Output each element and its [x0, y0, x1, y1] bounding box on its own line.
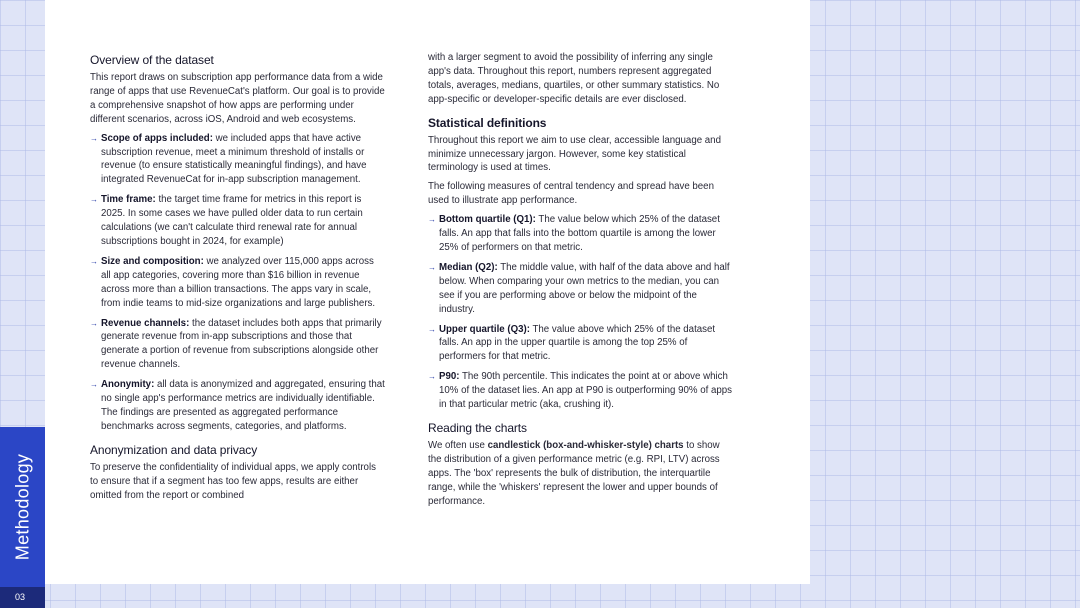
- stats-definition-list: [428, 213, 733, 412]
- arrow-icon: →: [90, 195, 98, 205]
- dataset-bullet-list: [90, 132, 385, 434]
- bullet-revenue-channels: → Revenue channels: the dataset includes both apps that primarily generate revenue from in-app subscriptions and those that generate a portion of revenue from subscriptions alongside other revenue channels.: [90, 317, 382, 371]
- privacy-continuation: with a larger segment to avoid the possibility of inferring any single app's data. Throughout this report, numbers represent aggregated totals, averages, medians, quartiles, or other summary statistics. No app-specific or developer-specific details are ever disclosed.: [428, 52, 720, 105]
- right-column: [428, 51, 733, 513]
- arrow-icon: →: [90, 133, 98, 143]
- bullet-size: → Size and composition: we analyzed over 115,000 apps across all app categories, covering more than $16 billion in revenue across more than a billion transactions. The apps vary in scale, from indie teams to mid-size organizations and large publishers.: [90, 255, 376, 309]
- def-median: → Median (Q2): The middle value, with half of the data above and half below. When comparing your own metrics to the median, you can see if you are performing above or below the midpoint of the industry.: [428, 261, 730, 315]
- def-bottom-quartile: → Bottom quartile (Q1): The value below which 25% of the dataset falls. An app that falls into the bottom quartile is among the lower 25% of performers on that metric.: [428, 214, 720, 253]
- def-p90: → P90: The 90th percentile. This indicates the point at or above which 10% of the dataset lies. An app at P90 is outperforming 90% of apps in that particular metric (aka, crushing it).: [428, 371, 732, 411]
- page-number-box: [0, 587, 45, 608]
- stats-intro-1: Throughout this report we aim to use clear, accessible language and minimize unnecessary jargon. However, some key statistical terminology is used at times.: [428, 134, 721, 174]
- section-label: Methodology: [12, 453, 32, 561]
- page-number: 03: [15, 592, 26, 602]
- bullet-scope: → Scope of apps included: we included apps that have active subscription revenue, meet a minimum threshold of installs or revenue (to ensure statistically meaningful findings), and have integrated RevenueCat for in-app subscription management.: [90, 132, 367, 186]
- def-upper-quartile: → Upper quartile (Q3): The value above which 25% of the dataset falls. An app in the upper quartile is among the top 25% of performers for that metric.: [428, 323, 716, 363]
- left-column: [90, 53, 385, 507]
- stats-intro-2: The following measures of central tendency and spread have been used to illustrate app performance.: [428, 181, 714, 207]
- stats-heading: Statistical definitions: [428, 115, 547, 130]
- arrow-icon: →: [428, 372, 436, 382]
- arrow-icon: →: [90, 380, 98, 390]
- privacy-heading: Anonymization and data privacy: [90, 442, 258, 457]
- overview-heading: Overview of the dataset: [90, 53, 214, 67]
- arrow-icon: →: [428, 215, 436, 225]
- document-page: [45, 0, 810, 584]
- arrow-icon: →: [428, 262, 436, 272]
- arrow-icon: →: [90, 256, 98, 266]
- charts-heading: Reading the charts: [428, 420, 527, 435]
- section-side-tab: [0, 427, 45, 587]
- arrow-icon: →: [428, 324, 436, 334]
- overview-body: This report draws on subscription app performance data from a wide range of apps that use RevenueCat's platform. Our goal is to provide a comprehensive snapshot of how apps are performing under different scenarios, across iOS, Android and web ecosystems.: [90, 72, 385, 125]
- privacy-body: To preserve the confidentiality of individual apps, we apply controls to ensure that if a segment has too few apps, results are either omitted from the report or combined: [90, 461, 376, 501]
- charts-body: We often use candlestick (box-and-whisker-style) charts to show the distribution of a given performance metric (e.g. RPI, LTV) across apps. The 'box' represents the bulk of distribution, the interquartile range, while the 'whiskers' represent the lower and upper bounds of performance.: [428, 439, 720, 507]
- bullet-time-frame: → Time frame: the target time frame for metrics in this report is 2025. In some cases we have pulled older data to run certain calculations (we can't calculate third renewal rate for annual subscriptions bought in 2024, for example): [90, 194, 363, 247]
- arrow-icon: →: [90, 318, 98, 328]
- bullet-anonymity: → Anonymity: all data is anonymized and aggregated, ensuring that no single app's performance metrics are individually identifiable. The findings are presented as aggregated performance benchmarks across segments, categories, and platforms.: [90, 379, 385, 432]
